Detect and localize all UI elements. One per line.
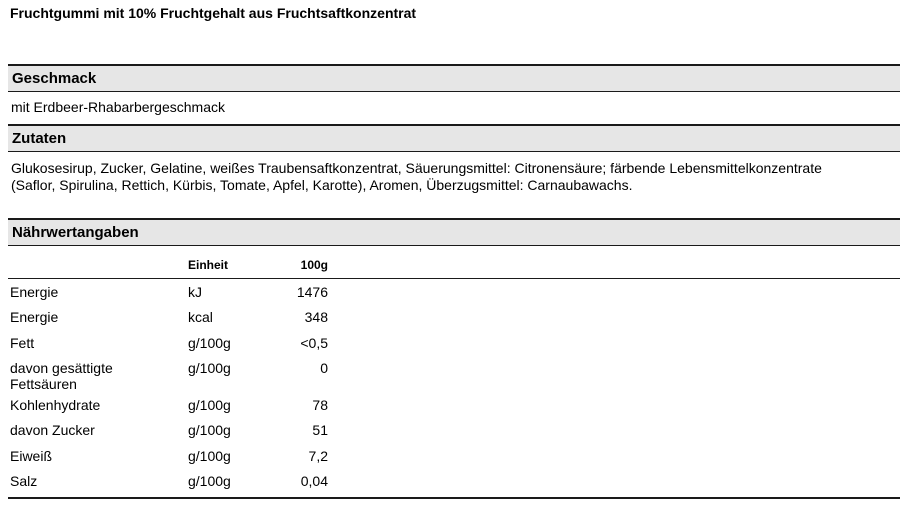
nutrient-name: Salz: [10, 473, 38, 489]
nutrient-name: Eiweiß: [10, 448, 53, 464]
nutrient-unit: g/100g: [188, 473, 231, 489]
nutrient-value: 7,2: [308, 448, 328, 464]
zutaten-text: [11, 160, 896, 194]
nutrition-table-header: [8, 252, 900, 279]
section-heading-geschmack: Geschmack: [8, 64, 900, 92]
column-header-unit: Einheit: [188, 258, 229, 272]
bottom-divider: [8, 497, 900, 499]
column-header-value: 100g: [300, 258, 328, 272]
nutrient-value: 78: [312, 397, 328, 413]
section-heading-naehrwerte: Nährwertangaben: [8, 218, 900, 246]
nutrient-unit: g/100g: [188, 397, 231, 413]
nutrient-unit: g/100g: [188, 335, 231, 351]
zutaten-line: (Saflor, Spirulina, Rettich, Kürbis, Tomate, Apfel, Karotte), Aromen, Überzugsmittel: Carnaubawachs.: [11, 177, 633, 193]
nutrient-value: 0: [320, 360, 328, 376]
nutrition-table: [8, 252, 900, 489]
nutrient-value: <0,5: [300, 335, 328, 351]
nutrient-name: davon gesättigte Fettsäuren: [10, 360, 113, 392]
geschmack-text: mit Erdbeer-Rhabarbergeschmack: [11, 99, 225, 115]
page-title: Fruchtgummi mit 10% Fruchtgehalt aus Fruchtsaftkonzentrat: [10, 5, 417, 21]
nutrient-unit: kJ: [188, 284, 202, 300]
nutrient-name: Kohlenhydrate: [10, 397, 101, 413]
nutrient-value: 348: [304, 309, 328, 325]
nutrient-value: 1476: [296, 284, 328, 300]
section-heading-zutaten: Zutaten: [8, 124, 900, 152]
nutrient-unit: kcal: [188, 309, 213, 325]
nutrient-unit: g/100g: [188, 422, 231, 438]
zutaten-line: Glukosesirup, Zucker, Gelatine, weißes Traubensaftkonzentrat, Säuerungsmittel: Citronensäure; färbende Lebensmittelkonzentrate: [11, 160, 822, 176]
nutrient-name: davon Zucker: [10, 422, 95, 438]
nutrient-name: Energie: [10, 309, 59, 325]
nutrient-value: 0,04: [300, 473, 328, 489]
nutrient-unit: g/100g: [188, 360, 231, 376]
nutrient-name: Energie: [10, 284, 59, 300]
nutrient-value: 51: [312, 422, 328, 438]
nutrient-unit: g/100g: [188, 448, 231, 464]
nutrient-name: Fett: [10, 335, 35, 351]
